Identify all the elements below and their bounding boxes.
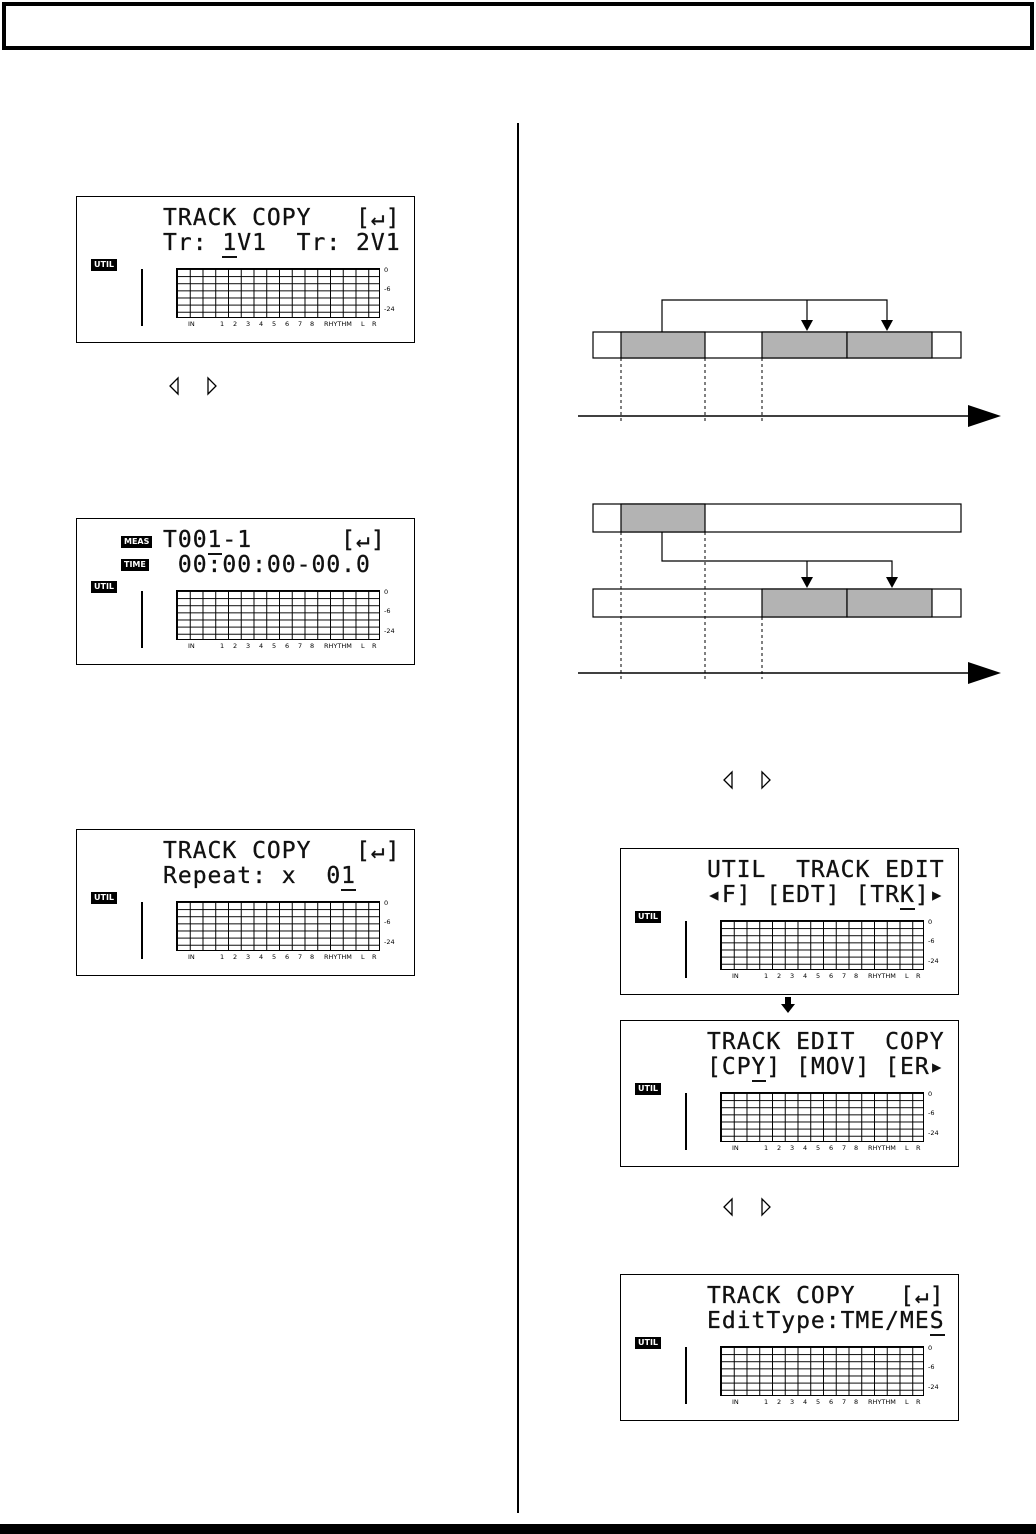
meter-channel-label: 7: [298, 642, 303, 650]
meter-channel-label: RHYTHM: [868, 1398, 896, 1406]
meter-db-label: -24: [928, 1383, 939, 1391]
lcd-line-1: T001-1 [↵]: [163, 527, 386, 553]
time-indicator: TIME: [121, 559, 149, 571]
lcd-line-2: [CPY] [MOV] [ER▸: [707, 1054, 945, 1080]
meter-db-label: -24: [928, 1129, 939, 1137]
meter-channel-label: 1: [220, 953, 225, 961]
meter-channel-label: 3: [246, 642, 251, 650]
meter-channel-label: RHYTHM: [868, 1144, 896, 1152]
meter-channel-label: L: [905, 972, 909, 980]
copy-region-1: [762, 589, 847, 617]
meter-channel-label: RHYTHM: [324, 642, 352, 650]
meter-channel-label: 7: [298, 320, 303, 328]
meter-db-label: -24: [928, 957, 939, 965]
meter-db-label: -24: [384, 938, 395, 946]
meter-grid: [720, 1092, 924, 1142]
meter-channel-label: 8: [310, 320, 315, 328]
lcd-divider: [685, 1093, 687, 1150]
meter-db-label: 0: [928, 918, 933, 926]
copy-path: [662, 300, 887, 332]
util-indicator: UTIL: [635, 1083, 661, 1095]
copy-region-2: [847, 589, 932, 617]
meter-channel-label: 6: [285, 953, 290, 961]
meter-channel-label: IN: [732, 972, 739, 980]
meter-channel-label: 1: [764, 972, 769, 980]
cursor-char: 1: [341, 863, 357, 889]
meter-channel-label: 5: [272, 642, 277, 650]
meter-db-label: 0: [384, 899, 389, 907]
meter-channel-label: 4: [803, 972, 808, 980]
meter-channel-label: 1: [220, 642, 225, 650]
meter-channel-label: 6: [829, 1144, 834, 1152]
meter-channel-label: R: [916, 972, 921, 980]
meter-channel-label: 6: [285, 642, 290, 650]
meter-db-label: 0: [928, 1090, 933, 1098]
meter-grid: [720, 1346, 924, 1396]
level-meter: [176, 266, 395, 328]
meter-channel-label: 2: [777, 972, 782, 980]
meter-channel-label: L: [361, 953, 365, 961]
meter-channel-label: 4: [803, 1398, 808, 1406]
arrow-down-icon: [781, 997, 795, 1013]
meter-channel-label: R: [372, 320, 377, 328]
meter-channel-label: 4: [259, 953, 264, 961]
meter-channel-label: 5: [816, 1144, 821, 1152]
meter-channel-label: 8: [310, 953, 315, 961]
meter-channel-label: IN: [188, 953, 195, 961]
arrow-head: [886, 577, 898, 588]
lcd-line-1: TRACK EDIT COPY: [707, 1029, 945, 1055]
meter-db-label: 0: [384, 266, 389, 274]
meter-channel-label: 7: [298, 953, 303, 961]
lcd-divider: [141, 902, 143, 959]
meter-channel-label: L: [905, 1398, 909, 1406]
meter-db-label: -6: [384, 918, 391, 926]
lcd-line-1: UTIL TRACK EDIT: [707, 857, 945, 883]
meter-grid: [176, 901, 380, 951]
meter-channel-label: R: [372, 953, 377, 961]
meter-channel-label: L: [361, 320, 365, 328]
meter-channel-label: 2: [233, 642, 238, 650]
meter-channel-label: 3: [790, 1398, 795, 1406]
cursor-keys: [722, 766, 772, 790]
meter-channel-label: L: [361, 642, 365, 650]
cursor-char: 1: [222, 230, 238, 256]
meter-channel-label: 5: [816, 972, 821, 980]
page-header-box: [2, 2, 1034, 50]
meter-channel-label: 1: [764, 1144, 769, 1152]
lcd-track-copy-edittype: [620, 1274, 959, 1421]
diagram-same-track: [578, 300, 1001, 427]
level-meter: [720, 1090, 939, 1152]
cursor-left-icon: [722, 770, 734, 790]
meter-channel-label: RHYTHM: [324, 320, 352, 328]
meter-channel-label: 6: [829, 972, 834, 980]
page-footer-bar: [0, 1524, 1036, 1534]
lcd-line-2: 00:00:00-00.0: [163, 552, 371, 578]
meter-db-label: -6: [384, 607, 391, 615]
meter-db-label: -6: [928, 1109, 935, 1117]
cursor-char: S: [929, 1308, 945, 1334]
track-copy-diagram: [575, 295, 1015, 695]
lcd-track-copy-repeat: [76, 829, 415, 976]
lcd-track-edit-copy: [620, 1020, 959, 1167]
lcd-line-2: ◂F] [EDT] [TRK]▸: [707, 882, 945, 908]
cursor-right-icon: [760, 1197, 772, 1217]
meter-channel-label: L: [905, 1144, 909, 1152]
cursor-keys: [168, 372, 218, 396]
source-region: [621, 504, 705, 532]
lcd-util-track-edit: [620, 848, 959, 995]
meter-channel-label: 4: [803, 1144, 808, 1152]
meter-channel-label: R: [372, 642, 377, 650]
arrow-head: [801, 577, 813, 588]
meter-channel-label: R: [916, 1144, 921, 1152]
meter-channel-label: 3: [790, 1144, 795, 1152]
lcd-divider: [141, 269, 143, 326]
meter-db-label: -6: [384, 285, 391, 293]
meter-channel-label: 3: [246, 953, 251, 961]
meter-channel-label: RHYTHM: [868, 972, 896, 980]
level-meter: [176, 588, 395, 650]
meter-channel-label: 3: [790, 972, 795, 980]
copy-path: [662, 532, 892, 582]
time-axis-arrow: [968, 662, 1001, 684]
meter-channel-label: 8: [854, 1144, 859, 1152]
lcd-line-1: TRACK COPY [↵]: [707, 1283, 945, 1309]
meas-indicator: MEAS: [121, 536, 152, 548]
meter-channel-label: 8: [310, 642, 315, 650]
level-meter: [720, 918, 939, 980]
meter-channel-label: 2: [233, 953, 238, 961]
lcd-divider: [141, 591, 143, 648]
copy-region-1: [762, 332, 847, 358]
util-indicator: UTIL: [91, 259, 117, 271]
meter-channel-label: 6: [829, 1398, 834, 1406]
meter-channel-label: R: [916, 1398, 921, 1406]
copy-region-2: [847, 332, 932, 358]
meter-channel-label: IN: [188, 320, 195, 328]
lcd-divider: [685, 921, 687, 978]
cursor-char: K: [900, 882, 915, 908]
arrow-head: [801, 320, 813, 331]
lcd-track-copy-time: [76, 518, 415, 665]
meter-db-label: 0: [384, 588, 389, 596]
meter-channel-label: 8: [854, 972, 859, 980]
util-indicator: UTIL: [91, 892, 117, 904]
lcd-divider: [685, 1347, 687, 1404]
meter-grid: [176, 268, 380, 318]
meter-db-label: 0: [928, 1344, 933, 1352]
diagram-different-track: [578, 504, 1001, 684]
cursor-left-icon: [722, 1197, 734, 1217]
meter-channel-label: IN: [732, 1398, 739, 1406]
meter-channel-label: 2: [233, 320, 238, 328]
cursor-right-icon: [206, 376, 218, 396]
cursor-char: 1: [207, 527, 223, 553]
lcd-track-copy-tracks: [76, 196, 415, 343]
meter-db-label: -6: [928, 1363, 935, 1371]
meter-channel-label: 5: [272, 953, 277, 961]
meter-channel-label: 2: [777, 1144, 782, 1152]
meter-db-label: -24: [384, 627, 395, 635]
cursor-keys: [722, 1193, 772, 1217]
meter-channel-label: RHYTHM: [324, 953, 352, 961]
meter-channel-label: 2: [777, 1398, 782, 1406]
meter-channel-label: IN: [732, 1144, 739, 1152]
lcd-line-1: TRACK COPY [↵]: [163, 205, 401, 231]
meter-grid: [720, 920, 924, 970]
arrow-head: [881, 320, 893, 331]
meter-channel-label: 7: [842, 1398, 847, 1406]
source-region: [621, 332, 705, 358]
meter-grid: [176, 590, 380, 640]
lcd-line-2: EditType:TME/MES: [707, 1308, 945, 1334]
meter-channel-label: 4: [259, 320, 264, 328]
meter-channel-label: 7: [842, 972, 847, 980]
cursor-right-icon: [760, 770, 772, 790]
level-meter: [176, 899, 395, 961]
util-indicator: UTIL: [635, 911, 661, 923]
cursor-left-icon: [168, 376, 180, 396]
time-axis-arrow: [968, 405, 1001, 427]
meter-channel-label: 3: [246, 320, 251, 328]
meter-channel-label: 5: [272, 320, 277, 328]
meter-channel-label: 4: [259, 642, 264, 650]
lcd-line-2: Tr: 1V1 Tr: 2V1: [163, 230, 401, 256]
meter-db-label: -24: [384, 305, 395, 313]
util-indicator: UTIL: [91, 581, 117, 593]
level-meter: [720, 1344, 939, 1406]
meter-channel-label: 6: [285, 320, 290, 328]
meter-channel-label: 8: [854, 1398, 859, 1406]
meter-channel-label: 1: [764, 1398, 769, 1406]
meter-channel-label: IN: [188, 642, 195, 650]
meter-channel-label: 7: [842, 1144, 847, 1152]
column-divider: [517, 123, 519, 1513]
meter-channel-label: 5: [816, 1398, 821, 1406]
meter-db-label: -6: [928, 937, 935, 945]
cursor-char: Y: [751, 1054, 767, 1080]
lcd-line-2: Repeat: x 01: [163, 863, 357, 889]
lcd-line-1: TRACK COPY [↵]: [163, 838, 401, 864]
util-indicator: UTIL: [635, 1337, 661, 1349]
meter-channel-label: 1: [220, 320, 225, 328]
